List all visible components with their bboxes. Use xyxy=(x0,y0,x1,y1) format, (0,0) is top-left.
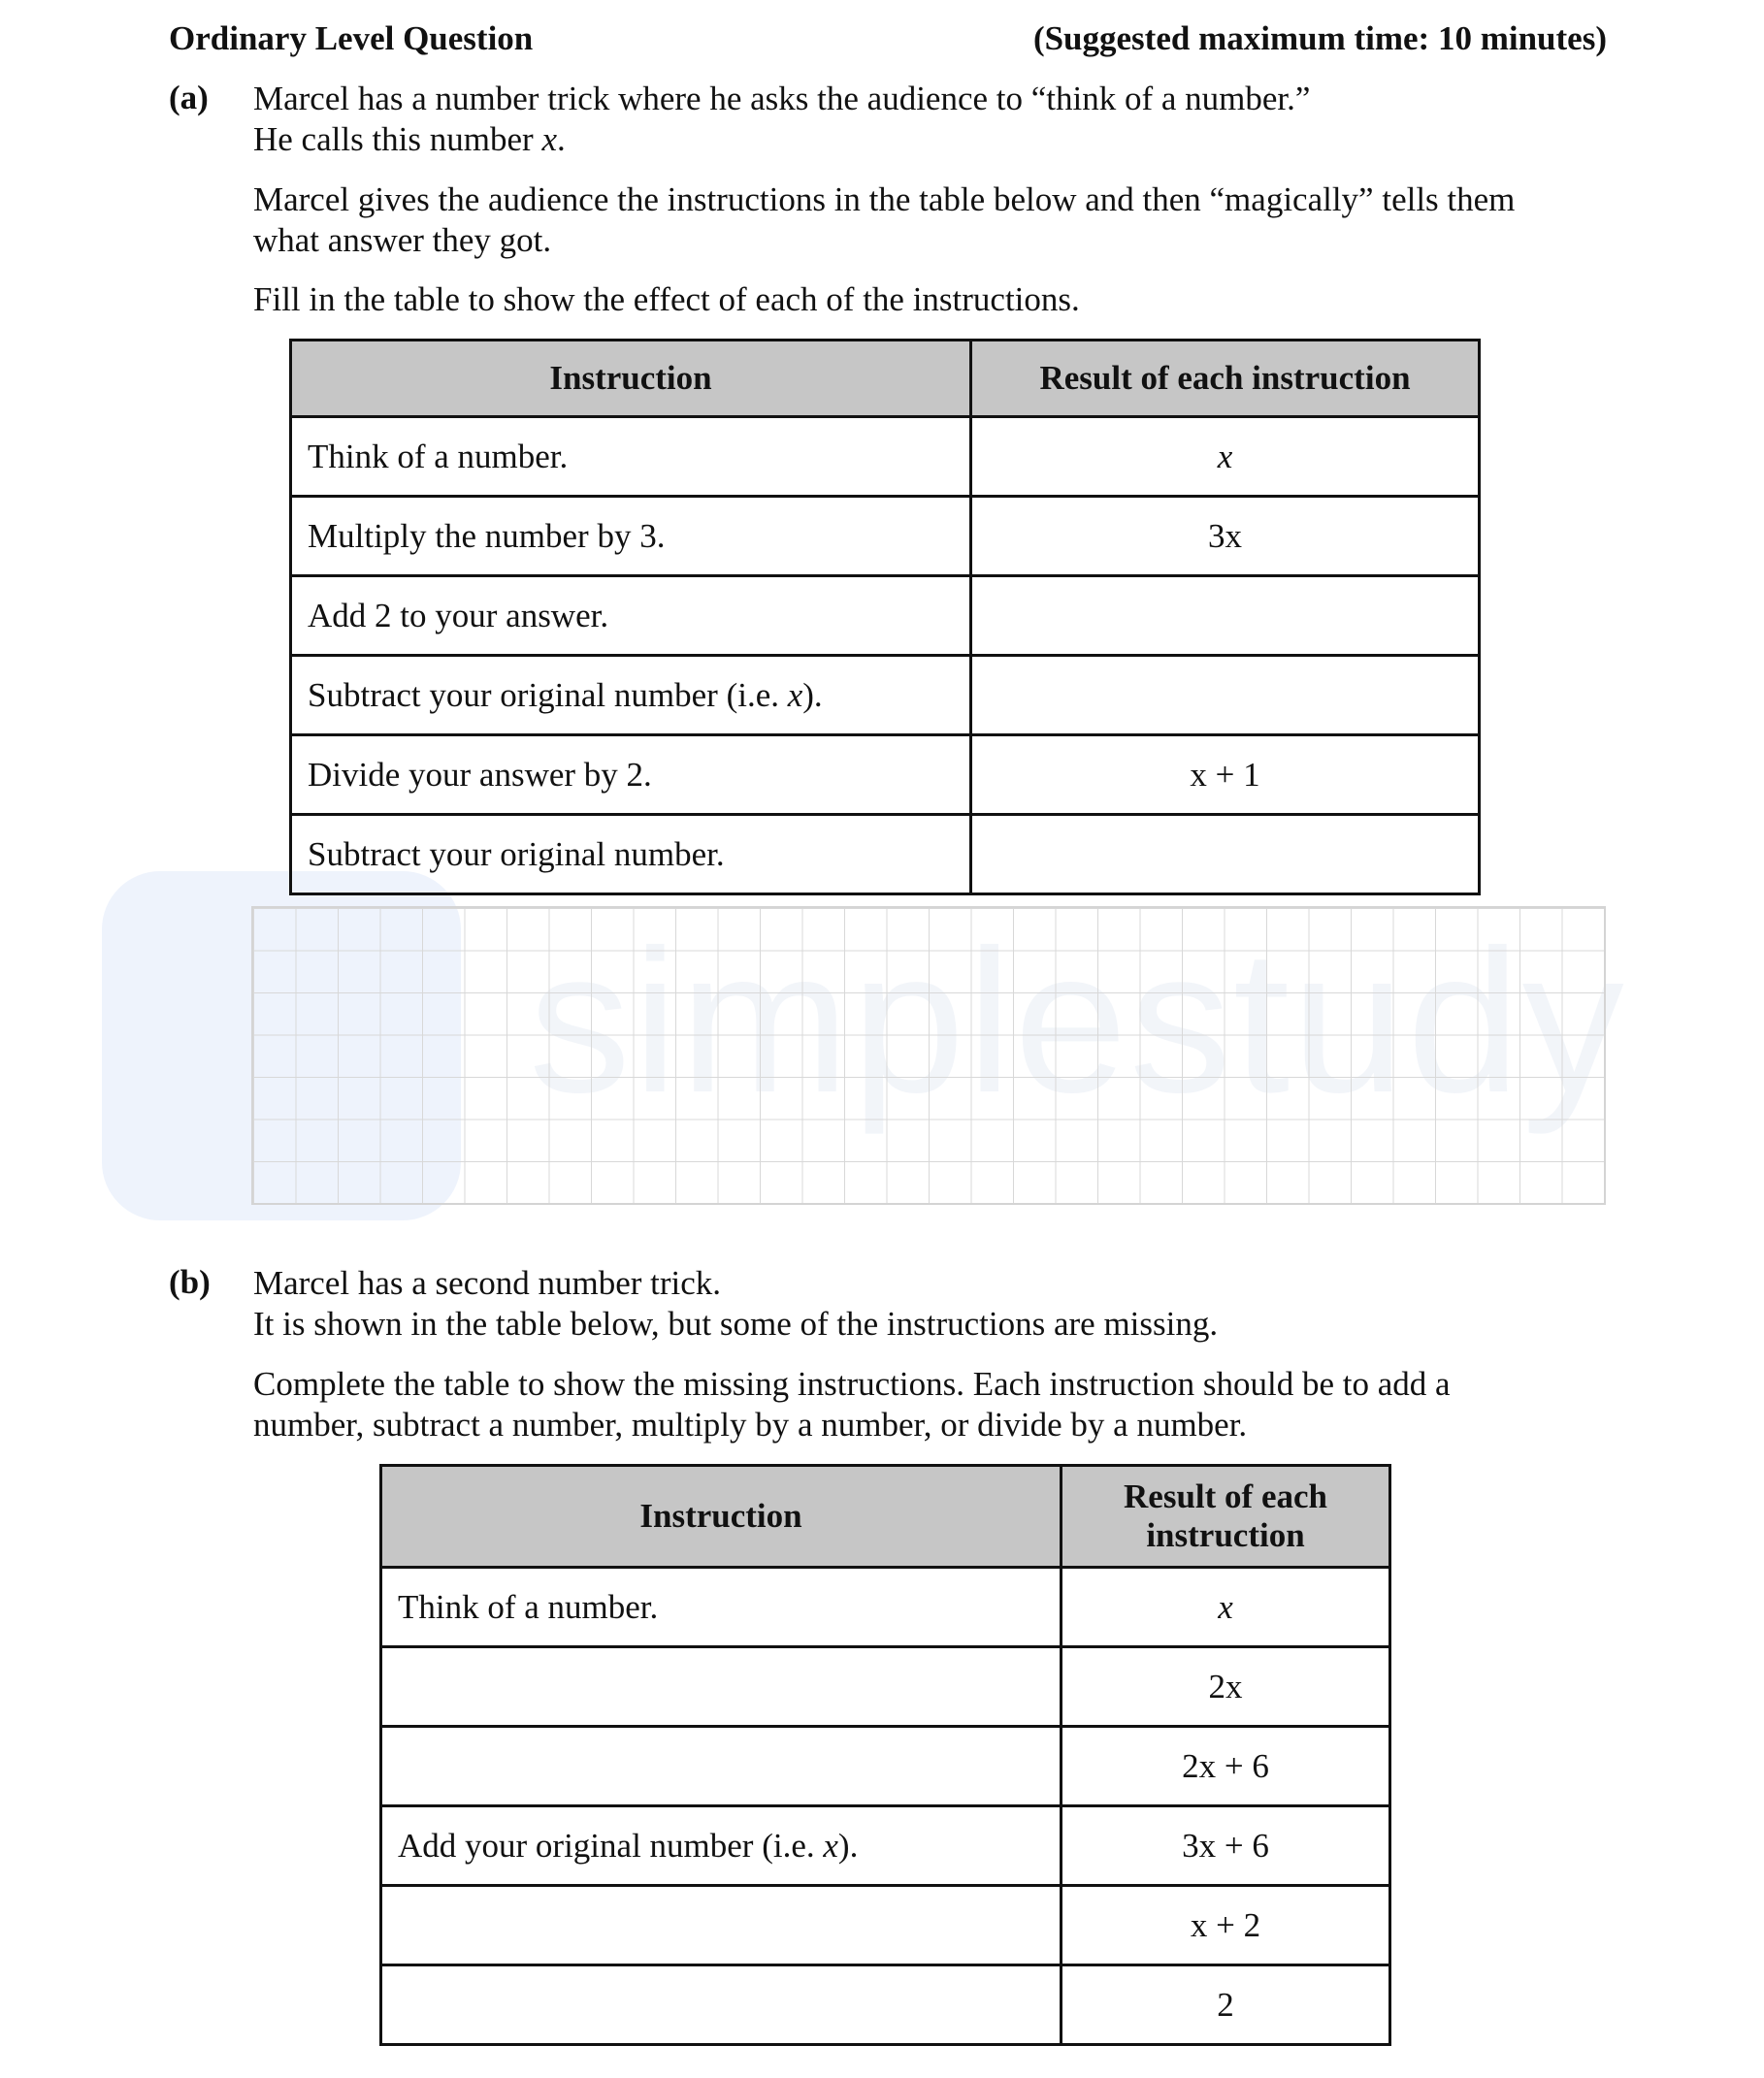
instruction-answer-cell[interactable] xyxy=(381,1886,1062,1965)
instruction-table-a xyxy=(289,339,1481,895)
table-row xyxy=(291,497,1480,576)
header-result: Result of each instruction xyxy=(1062,1466,1390,1568)
instruction-table-b xyxy=(379,1464,1391,2046)
instruction-answer-cell[interactable] xyxy=(381,1965,1062,2045)
instruction-cell: Add your original number (i.e. x). xyxy=(381,1806,1062,1886)
part-b-line1: Marcel has a second number trick. xyxy=(253,1264,722,1302)
part-a-instruction-text: Fill in the table to show the effect of each of the instructions. xyxy=(253,280,1080,318)
result-cell: 2x + 6 xyxy=(1062,1727,1390,1806)
header-instruction: Instruction xyxy=(381,1466,1062,1568)
table-row xyxy=(291,815,1480,894)
instruction-cell: Think of a number. xyxy=(291,417,971,497)
result-cell[interactable]: 3x xyxy=(971,497,1480,576)
part-a-para2-line2: what answer they got. xyxy=(253,221,552,259)
result-answer-cell[interactable] xyxy=(971,815,1480,894)
table-row xyxy=(381,1806,1390,1886)
table-row xyxy=(381,1965,1390,2045)
instruction-cell: Multiply the number by 3. xyxy=(291,497,971,576)
instruction-cell: Add 2 to your answer. xyxy=(291,576,971,656)
part-a-para2-line1: Marcel gives the audience the instructions in the table below and then “magically” tells them xyxy=(253,180,1516,218)
result-cell: 2 xyxy=(1062,1965,1390,2045)
table-row xyxy=(381,1886,1390,1965)
part-b-para2-line1: Complete the table to show the missing instructions. Each instruction should be to add a xyxy=(253,1365,1451,1403)
part-b-para2-line2: number, subtract a number, multiply by a number, or divide by a number. xyxy=(253,1406,1248,1444)
table-row xyxy=(381,1727,1390,1806)
question-level-title: Ordinary Level Question xyxy=(169,19,534,57)
table-row xyxy=(291,576,1480,656)
instruction-cell: Divide your answer by 2. xyxy=(291,735,971,815)
instruction-cell: Subtract your original number. xyxy=(291,815,971,894)
table-row xyxy=(381,1568,1390,1647)
result-cell: x + 2 xyxy=(1062,1886,1390,1965)
result-answer-cell[interactable] xyxy=(971,576,1480,656)
result-cell: x xyxy=(1062,1568,1390,1647)
answer-grid[interactable] xyxy=(251,906,1606,1205)
table-header-row xyxy=(291,341,1480,417)
part-b-line2: It is shown in the table below, but some of the instructions are missing. xyxy=(253,1305,1219,1343)
part-a-line2: He calls this number x. xyxy=(253,120,566,158)
table-row xyxy=(291,656,1480,735)
result-cell: 3x + 6 xyxy=(1062,1806,1390,1886)
instruction-cell: Think of a number. xyxy=(381,1568,1062,1647)
instruction-answer-cell[interactable] xyxy=(381,1727,1062,1806)
instruction-answer-cell[interactable] xyxy=(381,1647,1062,1727)
header-instruction: Instruction xyxy=(291,341,971,417)
part-a-label: (a) xyxy=(169,79,209,116)
table-header-row xyxy=(381,1466,1390,1568)
table-row xyxy=(381,1647,1390,1727)
suggested-time: (Suggested maximum time: 10 minutes) xyxy=(1032,19,1607,57)
instruction-cell: Subtract your original number (i.e. x). xyxy=(291,656,971,735)
result-answer-cell[interactable] xyxy=(971,656,1480,735)
header-result: Result of each instruction xyxy=(971,341,1480,417)
result-cell[interactable]: x xyxy=(971,417,1480,497)
part-b-label: (b) xyxy=(169,1263,211,1301)
table-row xyxy=(291,417,1480,497)
result-cell[interactable]: x + 1 xyxy=(971,735,1480,815)
part-a-line1: Marcel has a number trick where he asks the audience to “think of a number.” xyxy=(253,80,1311,117)
table-row xyxy=(291,735,1480,815)
result-cell: 2x xyxy=(1062,1647,1390,1727)
